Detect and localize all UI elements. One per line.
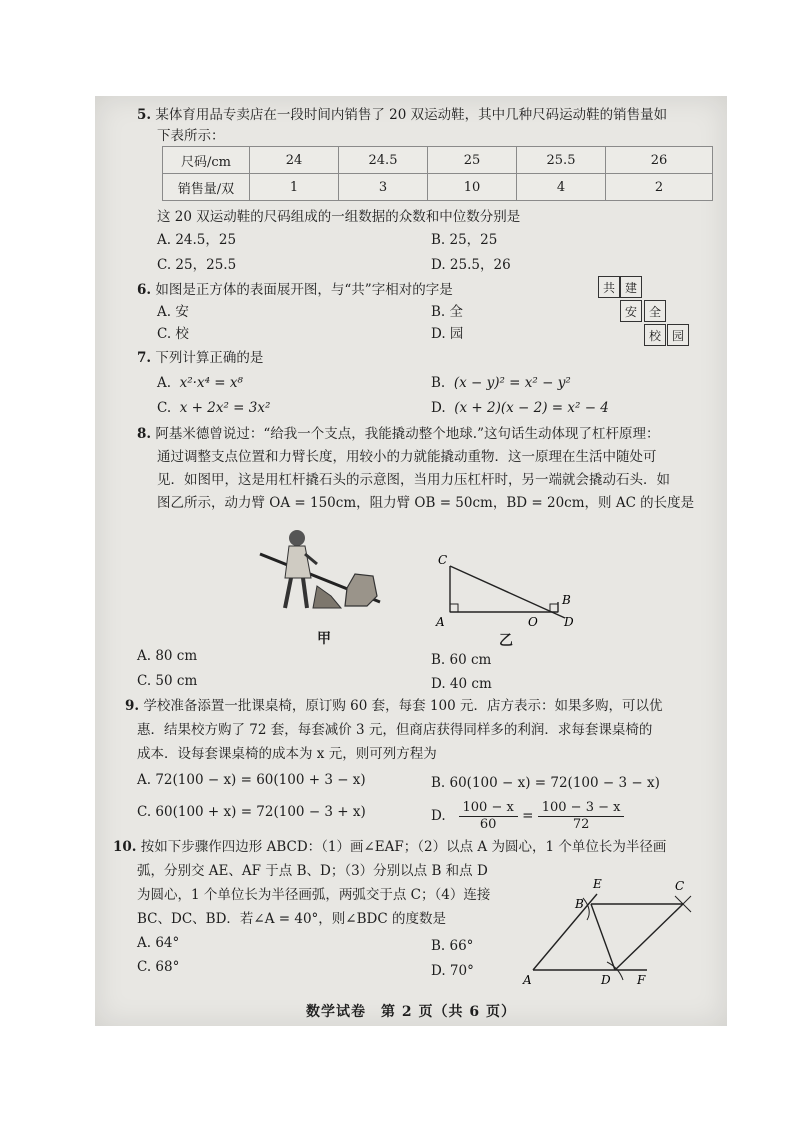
q7-option-b-expr: (x − y)² = x² − y² (453, 375, 571, 391)
q9-line2: 惠．结果校方购了 72 套，每套减价 3 元，但商店获得同样多的利润．求每套课桌椅的 (137, 722, 653, 738)
q8-option-a: A. 80 cm (137, 648, 198, 664)
net-cell: 全 (644, 300, 666, 322)
q9-number: 9. (125, 698, 140, 714)
figure-yi-label: 乙 (499, 633, 513, 649)
point-label-d: D (601, 973, 611, 987)
q8-option-c: C. 50 cm (137, 673, 198, 689)
q5-question: 这 20 双运动鞋的尺码组成的一组数据的众数和中位数分别是 (157, 209, 521, 225)
q9-line3: 成本．设每套课桌椅的成本为 x 元，则可列方程为 (137, 746, 437, 762)
q6-number: 6. (137, 282, 152, 298)
q7-option-a-label: A. (157, 375, 172, 391)
q6-text: 如图是正方体的表面展开图，与“共”字相对的字是 (155, 282, 453, 298)
q10-line4: BC、DC、BD．若∠A = 40°，则∠BDC 的度数是 (137, 911, 446, 927)
q9-option-b: B. 60(100 − x) = 72(100 − 3 − x) (431, 775, 660, 791)
q5-option-a: A. 24.5，25 (157, 232, 237, 248)
q5-number: 5. (137, 107, 152, 123)
q7-option-d-label: D. (431, 400, 446, 416)
point-label-d: D (564, 615, 574, 629)
table-cell: 24.5 (339, 147, 428, 174)
q8-line3: 见．如图甲，这是用杠杆撬石头的示意图，当用力压杠杆时，另一端就会撬动石头．如 (157, 472, 670, 488)
table-cell: 10 (428, 174, 517, 201)
table-cell: 25 (428, 147, 517, 174)
table-header-size: 尺码/cm (163, 147, 250, 174)
q8-option-b: B. 60 cm (431, 652, 492, 668)
q7-option-c-expr: x + 2x² = 3x² (179, 400, 271, 416)
point-label-f: F (637, 973, 646, 987)
q10-option-d: D. 70° (431, 963, 474, 979)
net-cell: 共 (598, 276, 620, 298)
q5-option-c: C. 25，25.5 (157, 257, 237, 273)
q5-option-b: B. 25，25 (431, 232, 498, 248)
net-cell: 安 (620, 300, 642, 322)
q6-stem (137, 281, 453, 299)
q6-option-c: C. 校 (157, 326, 189, 342)
q8-line2: 通过调整支点位置和力臂长度，用较小的力就能撬动重物．这一原理在生活中随处可 (157, 449, 657, 465)
table-cell: 3 (339, 174, 428, 201)
q7-option-b (431, 374, 571, 392)
q8-option-d: D. 40 cm (431, 676, 492, 692)
q10-option-c: C. 68° (137, 959, 180, 975)
q9-line1 (125, 697, 663, 715)
q10-line3: 为圆心，1 个单位长为半径画弧，两弧交于点 C；（4）连接 (137, 887, 491, 903)
q8-line1 (137, 425, 659, 443)
q8-number: 8. (137, 426, 152, 442)
q7-option-b-label: B. (431, 375, 446, 391)
fraction (538, 800, 625, 833)
q7-option-d-expr: (x + 2)(x − 2) = x² − 4 (454, 400, 609, 416)
table-cell: 2 (606, 174, 713, 201)
point-label-a: A (436, 615, 445, 629)
q7-number: 7. (137, 350, 152, 366)
net-cell: 建 (620, 276, 642, 298)
rhombus-construction-figure (515, 876, 725, 988)
table-cell: 26 (606, 147, 713, 174)
q7-text: 下列计算正确的是 (155, 350, 264, 366)
lever-triangle-figure (430, 546, 580, 636)
equals-sign: = (522, 808, 534, 824)
q7-option-a (157, 374, 243, 392)
point-label-c: C (438, 553, 448, 567)
page-footer: 数学试卷 第 2 页（共 6 页） (306, 1004, 516, 1020)
q7-option-c (157, 399, 270, 417)
fraction (459, 800, 518, 833)
table-cell: 24 (250, 147, 339, 174)
q9-option-c: C. 60(100 + x) = 72(100 − 3 + x) (137, 804, 366, 820)
q8-line4: 图乙所示，动力臂 OA = 150cm，阻力臂 OB = 50cm，BD = 20cm，则 AC 的长度是 (157, 495, 695, 511)
q6-option-a: A. 安 (157, 304, 189, 320)
point-label-o: O (528, 615, 538, 629)
figure-jia-label: 甲 (317, 631, 331, 647)
q5-stem-line2: 下表所示： (157, 128, 225, 144)
q10-option-b: B. 66° (431, 938, 474, 954)
q6-option-d: D. 园 (431, 326, 464, 342)
q9-text1: 学校准备添置一批课桌椅，原订购 60 套，每套 100 元．店方表示：如果多购，可以优 (143, 698, 663, 714)
q9-option-d (431, 796, 624, 836)
q9-option-a: A. 72(100 − x) = 60(100 + 3 − x) (137, 772, 366, 788)
q7-option-d (431, 399, 609, 417)
table-cell: 4 (517, 174, 606, 201)
q10-number: 10. (113, 839, 137, 855)
q5-stem-line1 (137, 106, 667, 124)
point-label-a: A (523, 973, 532, 987)
exam-page (95, 96, 727, 1026)
q7-option-c-label: C. (157, 400, 172, 416)
table-cell: 25.5 (517, 147, 606, 174)
q9-option-d-label: D. (431, 808, 446, 824)
fraction-denominator: 60 (479, 817, 497, 832)
point-label-c: C (675, 879, 685, 893)
q5-option-d: D. 25.5，26 (431, 257, 511, 273)
table-cell: 1 (250, 174, 339, 201)
q6-option-b: B. 全 (431, 304, 464, 320)
lever-person-figure (255, 526, 385, 626)
size-sales-table (162, 146, 713, 201)
table-row (163, 147, 713, 174)
net-cell: 园 (667, 324, 689, 346)
q10-line1 (113, 838, 666, 856)
q7-option-a-expr: x²·x⁴ = x⁸ (179, 375, 243, 391)
fraction-numerator: 100 − x (459, 800, 518, 817)
net-cell: 校 (644, 324, 666, 346)
fraction-denominator: 72 (572, 817, 590, 832)
point-label-e: E (593, 877, 602, 891)
q5-text1: 某体育用品专卖店在一段时间内销售了 20 双运动鞋，其中几种尺码运动鞋的销售量如 (155, 107, 668, 123)
point-label-b: B (575, 897, 584, 911)
table-row (163, 174, 713, 201)
fraction-numerator: 100 − 3 − x (538, 800, 625, 817)
q10-text1: 按如下步骤作四边形 ABCD：（1）画∠EAF；（2）以点 A 为圆心，1 个单位长为半径画 (140, 839, 667, 855)
point-label-b: B (562, 593, 571, 607)
q7-stem (137, 349, 263, 367)
q8-text1: 阿基米德曾说过：“给我一个支点，我能撬动整个地球.”这句话生动体现了杠杆原理： (155, 426, 660, 442)
table-header-sales: 销售量/双 (163, 174, 250, 201)
q10-option-a: A. 64° (137, 935, 180, 951)
q10-line2: 弧，分别交 AE、AF 于点 B、D；（3）分别以点 B 和点 D (137, 863, 488, 879)
